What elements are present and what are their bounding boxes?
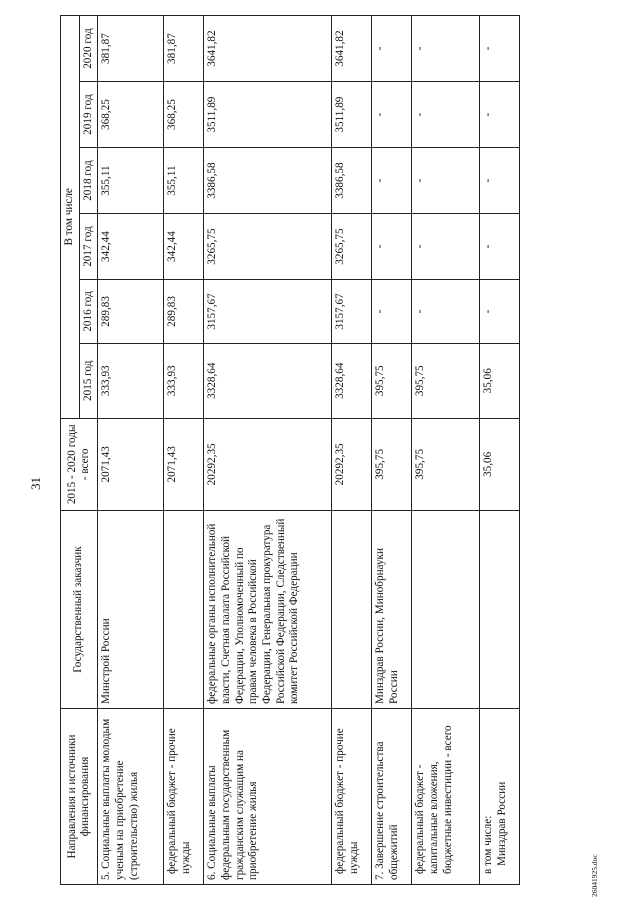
value-cell: - [480, 82, 520, 148]
value-cell: 289,83 [164, 280, 204, 344]
value-cell: - [412, 148, 480, 214]
value-cell: 3328,64 [332, 343, 372, 418]
total-cell: 2071,43 [98, 418, 164, 510]
page-number: 31 [28, 477, 43, 490]
value-cell: 35,06 [480, 343, 520, 418]
value-cell: 3328,64 [204, 343, 332, 418]
direction-cell: 5. Социальные выплаты молодым ученым на приобретение (строительство) жилья [98, 709, 164, 885]
header-direction: Направления и источники финансирования [61, 709, 98, 885]
footer-doc-name: 26041925.doc [590, 854, 599, 897]
customer-cell [412, 511, 480, 709]
direction-cell: федеральный бюджет - прочие нужды [164, 709, 204, 885]
value-cell: - [372, 280, 412, 344]
value-cell: - [480, 214, 520, 280]
total-cell: 20292,35 [332, 418, 372, 510]
value-cell: 3265,75 [204, 214, 332, 280]
header-year: 2018 год [79, 148, 98, 214]
header-row-1 [61, 16, 80, 885]
value-cell: 368,25 [164, 82, 204, 148]
direction-cell [480, 709, 520, 885]
value-cell: 3386,58 [204, 148, 332, 214]
table-row [98, 16, 164, 885]
value-cell: 395,75 [412, 343, 480, 418]
table-row [480, 16, 520, 885]
value-cell: 395,75 [372, 343, 412, 418]
value-cell: - [480, 148, 520, 214]
value-cell: 333,93 [98, 343, 164, 418]
header-including: В том числе [61, 16, 80, 419]
value-cell: 333,93 [164, 343, 204, 418]
direction-cell: федеральный бюджет - капитальные вложения, бюджетные инвестиции - всего [412, 709, 480, 885]
value-cell: - [372, 214, 412, 280]
table-row [332, 16, 372, 885]
direction-sublabel: Минздрав России [495, 781, 508, 866]
value-cell: 355,11 [164, 148, 204, 214]
value-cell: - [412, 280, 480, 344]
header-year: 2016 год [79, 280, 98, 344]
customer-cell [164, 511, 204, 709]
value-cell: 355,11 [98, 148, 164, 214]
table-row [412, 16, 480, 885]
total-cell: 2071,43 [164, 418, 204, 510]
value-cell: 289,83 [98, 280, 164, 344]
table-row [372, 16, 412, 885]
value-cell: - [372, 82, 412, 148]
value-cell: 3511,89 [204, 82, 332, 148]
header-year: 2017 год [79, 214, 98, 280]
header-year: 2015 год [79, 343, 98, 418]
table-row [204, 16, 332, 885]
value-cell: 342,44 [164, 214, 204, 280]
value-cell: 381,87 [98, 16, 164, 82]
value-cell: - [480, 16, 520, 82]
direction-cell: 7. Завершение строительства общежитий [372, 709, 412, 885]
direction-cell: 6. Социальные выплаты федеральным государственным гражданским служащим на приобретение жилья [204, 709, 332, 885]
total-cell: 20292,35 [204, 418, 332, 510]
header-total: 2015 - 2020 годы - всего [61, 418, 98, 510]
header-year: 2019 год [79, 82, 98, 148]
value-cell: 3157,67 [204, 280, 332, 344]
total-cell: 395,75 [412, 418, 480, 510]
value-cell: 3265,75 [332, 214, 372, 280]
value-cell: 342,44 [98, 214, 164, 280]
financing-table [60, 15, 520, 885]
value-cell: 3386,58 [332, 148, 372, 214]
value-cell: - [372, 148, 412, 214]
customer-cell [480, 511, 520, 709]
value-cell: 368,25 [98, 82, 164, 148]
header-year: 2020 год [79, 16, 98, 82]
value-cell: 3511,89 [332, 82, 372, 148]
value-cell: 3641,82 [332, 16, 372, 82]
customer-cell: Минздрав России, Минобрнауки России [372, 511, 412, 709]
total-cell: 35,06 [480, 418, 520, 510]
total-cell: 395,75 [372, 418, 412, 510]
value-cell: - [412, 214, 480, 280]
value-cell: - [480, 280, 520, 344]
customer-cell: Минстрой России [98, 511, 164, 709]
value-cell: - [372, 16, 412, 82]
value-cell: - [412, 16, 480, 82]
direction-label: в том числе: [482, 815, 495, 874]
value-cell: - [412, 82, 480, 148]
header-customer: Государственный заказчик [61, 511, 98, 709]
direction-cell: федеральный бюджет - прочие нужды [332, 709, 372, 885]
customer-cell: федеральные органы исполнительной власти, Счетная палата Российской Федерации, Уполномоченный по правам человека в Российской Федерации, Генеральная прокуратура Российской Федерации, Следственный комитет Российской Федерации [204, 511, 332, 709]
table-row [164, 16, 204, 885]
value-cell: 381,87 [164, 16, 204, 82]
value-cell: 3641,82 [204, 16, 332, 82]
customer-cell [332, 511, 372, 709]
value-cell: 3157,67 [332, 280, 372, 344]
